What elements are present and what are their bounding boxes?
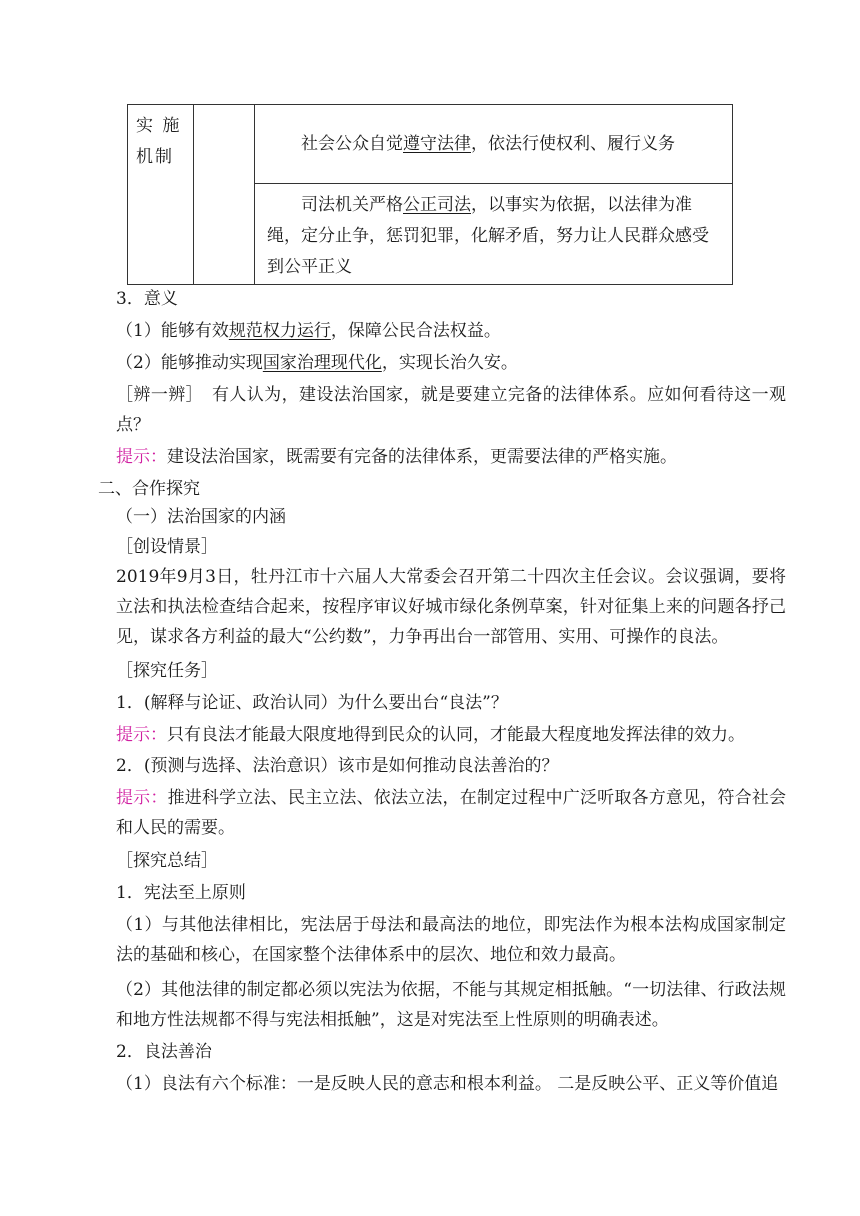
task-answer-1: 提示：只有良法才能最大限度地得到民众的认同，才能最大程度地发挥法律的效力。 [116, 725, 745, 745]
hint-label: 提示： [116, 788, 168, 808]
discern-question: ［辨一辨］ 有人认为，建设法治国家，就是要建立完备的法律体系。应如何看待这一观点？ [116, 385, 786, 435]
row-header-cell: 实 施 机制 [128, 105, 194, 285]
table-cell-judicial: 司法机关严格公正司法，以事实为依据，以法律为准绳，定分止争，惩罚犯罪，化解矛盾，努力让人民群众感受到公平正义 [255, 184, 733, 285]
task-label: ［探究任务］ [116, 661, 218, 681]
discern-hint: 提示：建设法治国家，既需要有完备的法律体系，更需要法律的严格实施。 [116, 447, 677, 467]
table-row [128, 105, 733, 184]
summary-heading-1: 1．宪法至上原则 [116, 883, 246, 903]
summary-label: ［探究总结］ [116, 851, 218, 871]
section-heading-significance: 3．意义 [116, 289, 178, 309]
summary-paragraph: （1）与其他法律相比，宪法居于母法和最高法的地位，即宪法作为根本法构成国家制定法的基础和核心，在国家整个法律体系中的层次、地位和效力最高。 [116, 915, 786, 965]
scenario-text: 2019年9月3日，牡丹江市十六届人大常委会召开第二十四次主任会议。会议强调，要将立法和执法检查结合起来，按程序审议好城市绿化条例草案，针对征集上来的问题各抒己见，谋求各方利益的最大“公约数”，力争再出台一部管用、实用、可操作的良法。 [116, 567, 786, 647]
section-heading-cooperate: 二、合作探究 [98, 479, 200, 499]
summary-paragraph: （1）良法有六个标准：一是反映人民的意志和根本利益。 二是反映公平、正义等价值追 [116, 1074, 779, 1094]
table-cell-public: 社会公众自觉遵守法律，依法行使权利、履行义务 [255, 105, 733, 184]
scenario-label: ［创设情景］ [116, 537, 218, 557]
implementation-table [127, 104, 733, 285]
hint-label: 提示： [116, 725, 167, 745]
summary-heading-2: 2．良法善治 [116, 1042, 212, 1062]
significance-point-1: （1）能够有效规范权力运行，保障公民合法权益。 [116, 321, 501, 341]
task-question-2: 2．(预测与选择、法治意识）该市是如何推动良法善治的？ [116, 756, 559, 776]
empty-cell [194, 105, 255, 285]
hint-label: 提示： [116, 447, 167, 467]
significance-point-2: （2）能够推动实现国家治理现代化，实现长治久安。 [116, 353, 518, 373]
summary-paragraph: （2）其他法律的制定都必须以宪法为依据，不能与其规定相抵触。“一切法律、行政法规和地方性法规都不得与宪法相抵触”，这是对宪法至上性原则的明确表述。 [116, 980, 786, 1030]
underlined-term: 遵守法律 [403, 133, 471, 154]
underlined-term: 公正司法 [403, 195, 471, 215]
task-question-1: 1．(解释与论证、政治认同）为什么要出台“良法”？ [116, 693, 508, 713]
task-answer-2: 提示：推进科学立法、民主立法、依法立法，在制定过程中广泛听取各方意见，符合社会和人民的需要。 [116, 788, 787, 838]
subsection-heading: （一）法治国家的内涵 [116, 507, 286, 527]
